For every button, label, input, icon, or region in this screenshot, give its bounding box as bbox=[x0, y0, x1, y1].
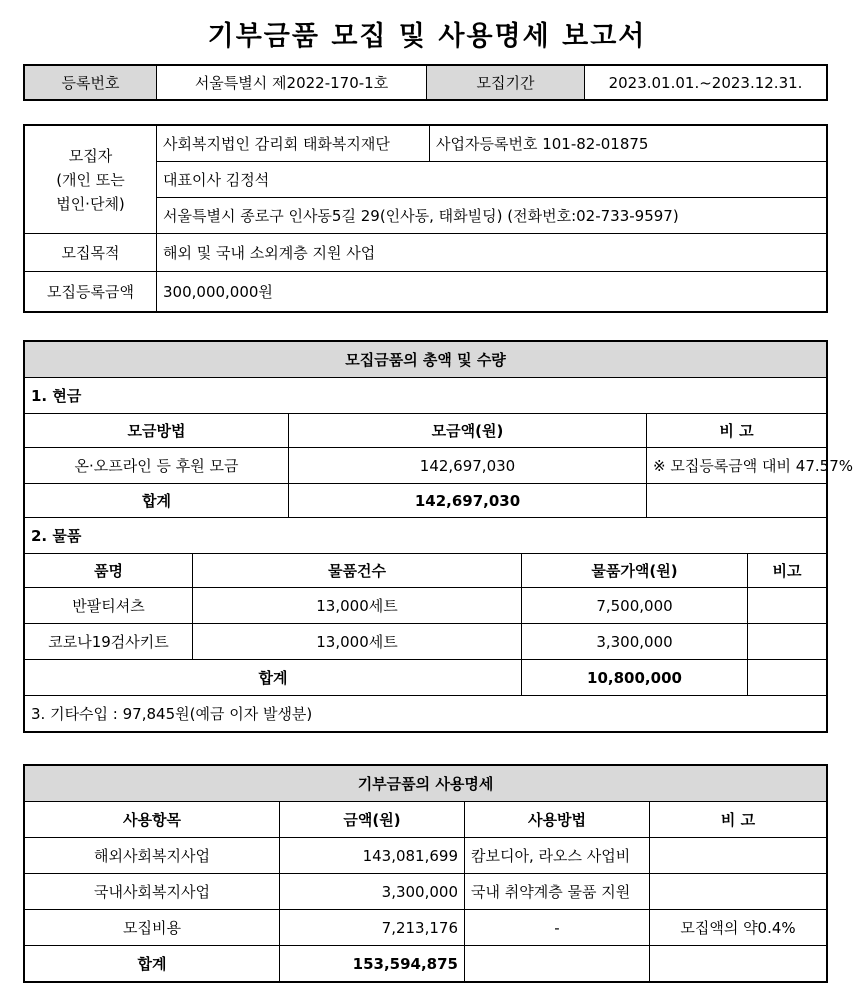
usage-col-item: 사용항목 bbox=[25, 802, 280, 838]
usage-row-note bbox=[650, 874, 827, 910]
cash-col-note: 비 고 bbox=[647, 414, 827, 448]
usage-col-method: 사용방법 bbox=[465, 802, 650, 838]
usage-row-amount: 7,213,176 bbox=[280, 910, 465, 946]
period-value: 2023.01.01.~2023.12.31. bbox=[585, 66, 827, 100]
organizer-label bbox=[25, 126, 157, 234]
usage-total-method bbox=[465, 946, 650, 982]
organizer-label-line2: (개인 또는 bbox=[56, 170, 125, 189]
usage-col-amount: 금액(원) bbox=[280, 802, 465, 838]
usage-row-method: - bbox=[465, 910, 650, 946]
organizer-label-line3: 법인·단체) bbox=[56, 194, 125, 213]
usage-row-item: 모집비용 bbox=[25, 910, 280, 946]
goods-row-count: 13,000세트 bbox=[193, 588, 522, 624]
collected-header: 모집금품의 총액 및 수량 bbox=[25, 342, 827, 378]
organizer-biz-no: 사업자등록번호 101-82-01875 bbox=[430, 126, 827, 162]
goods-row-count: 13,000세트 bbox=[193, 624, 522, 660]
usage-row-amount: 143,081,699 bbox=[280, 838, 465, 874]
table-row bbox=[25, 624, 827, 660]
other-income: 3. 기타수입 : 97,845원(예금 이자 발생분) bbox=[25, 696, 827, 732]
usage-row-item: 해외사회복지사업 bbox=[25, 838, 280, 874]
usage-row-method: 국내 취약계층 물품 지원 bbox=[465, 874, 650, 910]
page-title: 기부금품 모집 및 사용명세 보고서 bbox=[207, 21, 647, 52]
usage-row-note bbox=[650, 838, 827, 874]
registration-table bbox=[24, 65, 827, 100]
goods-col-name: 품명 bbox=[25, 554, 193, 588]
usage-row-amount: 3,300,000 bbox=[280, 874, 465, 910]
organizer-table bbox=[24, 125, 827, 312]
table-row bbox=[25, 838, 827, 874]
usage-table bbox=[24, 765, 827, 982]
goods-row-value: 3,300,000 bbox=[522, 624, 748, 660]
goods-row-name: 반팔티셔츠 bbox=[25, 588, 193, 624]
table-row bbox=[25, 588, 827, 624]
usage-row-note: 모집액의 약0.4% bbox=[650, 910, 827, 946]
usage-row-item: 국내사회복지사업 bbox=[25, 874, 280, 910]
purpose-label: 모집목적 bbox=[25, 234, 157, 272]
table-row bbox=[25, 874, 827, 910]
goods-row-note bbox=[748, 588, 827, 624]
reg-no-value: 서울특별시 제2022-170-1호 bbox=[157, 66, 427, 100]
reg-no-label: 등록번호 bbox=[25, 66, 157, 100]
goods-total-label: 합계 bbox=[25, 660, 522, 696]
cash-total-note bbox=[647, 484, 827, 518]
cash-section-title: 1. 현금 bbox=[25, 378, 827, 414]
organizer-name: 사회복지법인 감리회 태화복지재단 bbox=[157, 126, 430, 162]
cash-row-note: ※ 모집등록금액 대비 47.57% bbox=[647, 448, 827, 484]
cash-col-method: 모금방법 bbox=[25, 414, 289, 448]
amount-value: 300,000,000원 bbox=[157, 272, 827, 312]
cash-row-method: 온·오프라인 등 후원 모금 bbox=[25, 448, 289, 484]
purpose-value: 해외 및 국내 소외계층 지원 사업 bbox=[157, 234, 827, 272]
organizer-label-line1: 모집자 bbox=[68, 146, 113, 165]
usage-total-label: 합계 bbox=[25, 946, 280, 982]
table-row bbox=[25, 910, 827, 946]
cash-row-amount: 142,697,030 bbox=[289, 448, 647, 484]
organizer-rep: 대표이사 김정석 bbox=[157, 162, 827, 198]
goods-row-value: 7,500,000 bbox=[522, 588, 748, 624]
goods-row-name: 코로나19검사키트 bbox=[25, 624, 193, 660]
goods-section-title: 2. 물품 bbox=[25, 518, 827, 554]
goods-row-note bbox=[748, 624, 827, 660]
goods-total-value: 10,800,000 bbox=[522, 660, 748, 696]
usage-header: 기부금품의 사용명세 bbox=[25, 766, 827, 802]
goods-total-note bbox=[748, 660, 827, 696]
usage-col-note: 비 고 bbox=[650, 802, 827, 838]
goods-col-count: 물품건수 bbox=[193, 554, 522, 588]
goods-col-note: 비고 bbox=[748, 554, 827, 588]
cash-total-label: 합계 bbox=[25, 484, 289, 518]
cash-col-amount: 모금액(원) bbox=[289, 414, 647, 448]
period-label: 모집기간 bbox=[427, 66, 585, 100]
usage-row-method: 캄보디아, 라오스 사업비 bbox=[465, 838, 650, 874]
amount-label: 모집등록금액 bbox=[25, 272, 157, 312]
goods-col-value: 물품가액(원) bbox=[522, 554, 748, 588]
cash-total-amount: 142,697,030 bbox=[289, 484, 647, 518]
usage-total-note bbox=[650, 946, 827, 982]
collected-table bbox=[24, 341, 853, 732]
organizer-address: 서울특별시 종로구 인사동5길 29(인사동, 태화빌딩) (전화번호:02-733-9597) bbox=[157, 198, 827, 234]
usage-total-amount: 153,594,875 bbox=[280, 946, 465, 982]
